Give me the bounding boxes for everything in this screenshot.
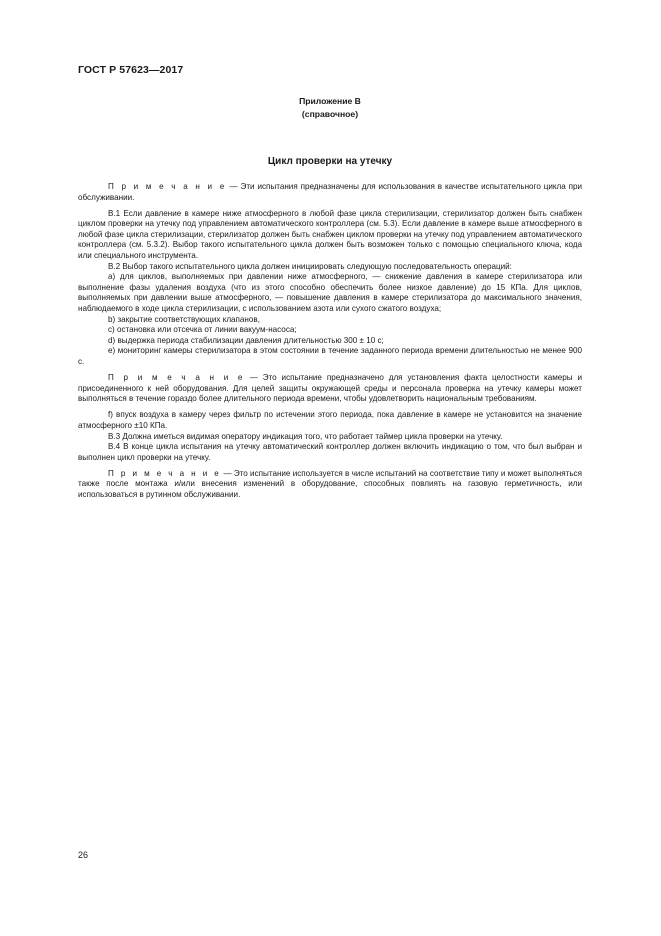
paragraph-text: с) остановка или отсечка от линии вакуум-насоса; [108, 325, 297, 335]
paragraph-text: b) закрытие соответствующих клапанов, [108, 314, 260, 324]
note-label: П р и м е ч а н и е [108, 468, 222, 478]
body-text [78, 182, 582, 501]
paragraph-text: В.4 В конце цикла испытания на утечку автоматический контроллер должен включить индикацию о том, что был выбран и выполнен цикл проверки на утечку. [78, 442, 582, 462]
paragraph-text: d) выдержка периода стабилизации давления длительностью 300 ± 10 с; [108, 335, 384, 345]
paragraph-text: е) мониторинг камеры стерилизатора в этом состоянии в течение заданного периода времени длительностью не менее 900 с. [78, 346, 582, 366]
appendix-heading [78, 95, 582, 121]
appendix-title: Приложение В [299, 96, 361, 106]
list-item-e [78, 346, 582, 367]
list-item-c [78, 325, 582, 336]
list-item-b [78, 315, 582, 326]
note-paragraph [78, 182, 582, 203]
note-label: П р и м е ч а н и е [108, 182, 227, 191]
paragraph-text: — Это испытание предназначено для установления факта целостности камеры и присоединенного к ней оборудования. Для целей защиты окружающей среды и персонала проверка на утечку камеры может выполняться в течение гораздо более длительного периода времени, чтобы удовлетворить национальным требованиям. [78, 373, 582, 404]
paragraph-text: В.1 Если давление в камере ниже атмосферного в любой фазе цикла стерилизации, стерилизатор должен быть снабжен циклом проверки на утечку под управлением автоматического контроллера (см. 5.3). Если давление в камере выше атмосферного в любой фазе цикла стерилизации, стерилизатор должен быть снабжен циклом проверки на утечку под управлением автоматического контроллера (см. 5.3.2). Выбор такого испытательного цикла должен быть возможен только с помощью специального ключа, кода или специального инструмента. [78, 208, 582, 261]
list-item-a [78, 272, 582, 314]
section-title: Цикл проверки на утечку [267, 156, 393, 167]
note-label: П р и м е ч а н и е [108, 373, 245, 383]
appendix-subtitle: (справочное) [301, 109, 359, 119]
paragraph-text: а) для циклов, выполняемых при давлении ниже атмосферного, — снижение давления в камере стерилизатора или выполнение фазы удаления воздуха (что из этого способно обеспечить более низкое давление) до 15 КПа. Для циклов, выполняемых при давлении выше атмосферного, — повышение давления в камере стерилизатора до максимального значения, наблюдаемого в ходе цикла стерилизации, с использованием азота или сухого сжатого воздуха; [78, 272, 582, 314]
paragraph-b2 [78, 262, 582, 273]
list-item-f [78, 410, 582, 431]
paragraph-text: f) впуск воздуха в камеру через фильтр по истечении этого периода, пока давление в камере не установится на значение атмосферного ±10 КПа. [78, 410, 582, 430]
note-paragraph [78, 373, 582, 405]
document-code: ГОСТ Р 57623—2017 [78, 64, 184, 76]
paragraph-text: — Эти испытания предназначены для использования в качестве испытательного цикла при обслуживании. [78, 182, 582, 202]
paragraph-text: В.2 Выбор такого испытательного цикла должен инициировать следующую последовательность операций: [108, 261, 512, 271]
list-item-d [78, 336, 582, 347]
paragraph-text: — Это испытание используется в числе испытаний на соответствие типу и может выполняться также после монтажа и/или внесения изменений в оборудование, способных повлиять на газовую герметичность, или использоваться в рутинном обслуживании. [78, 468, 582, 500]
page-number: 26 [78, 850, 89, 860]
paragraph-text: В.3 Должна иметься видимая оператору индикация того, что работает таймер цикла проверки на утечку. [108, 431, 503, 441]
paragraph-b1 [78, 209, 582, 262]
note-paragraph [78, 469, 582, 501]
paragraph-b3 [78, 432, 582, 443]
paragraph-b4 [78, 442, 582, 463]
